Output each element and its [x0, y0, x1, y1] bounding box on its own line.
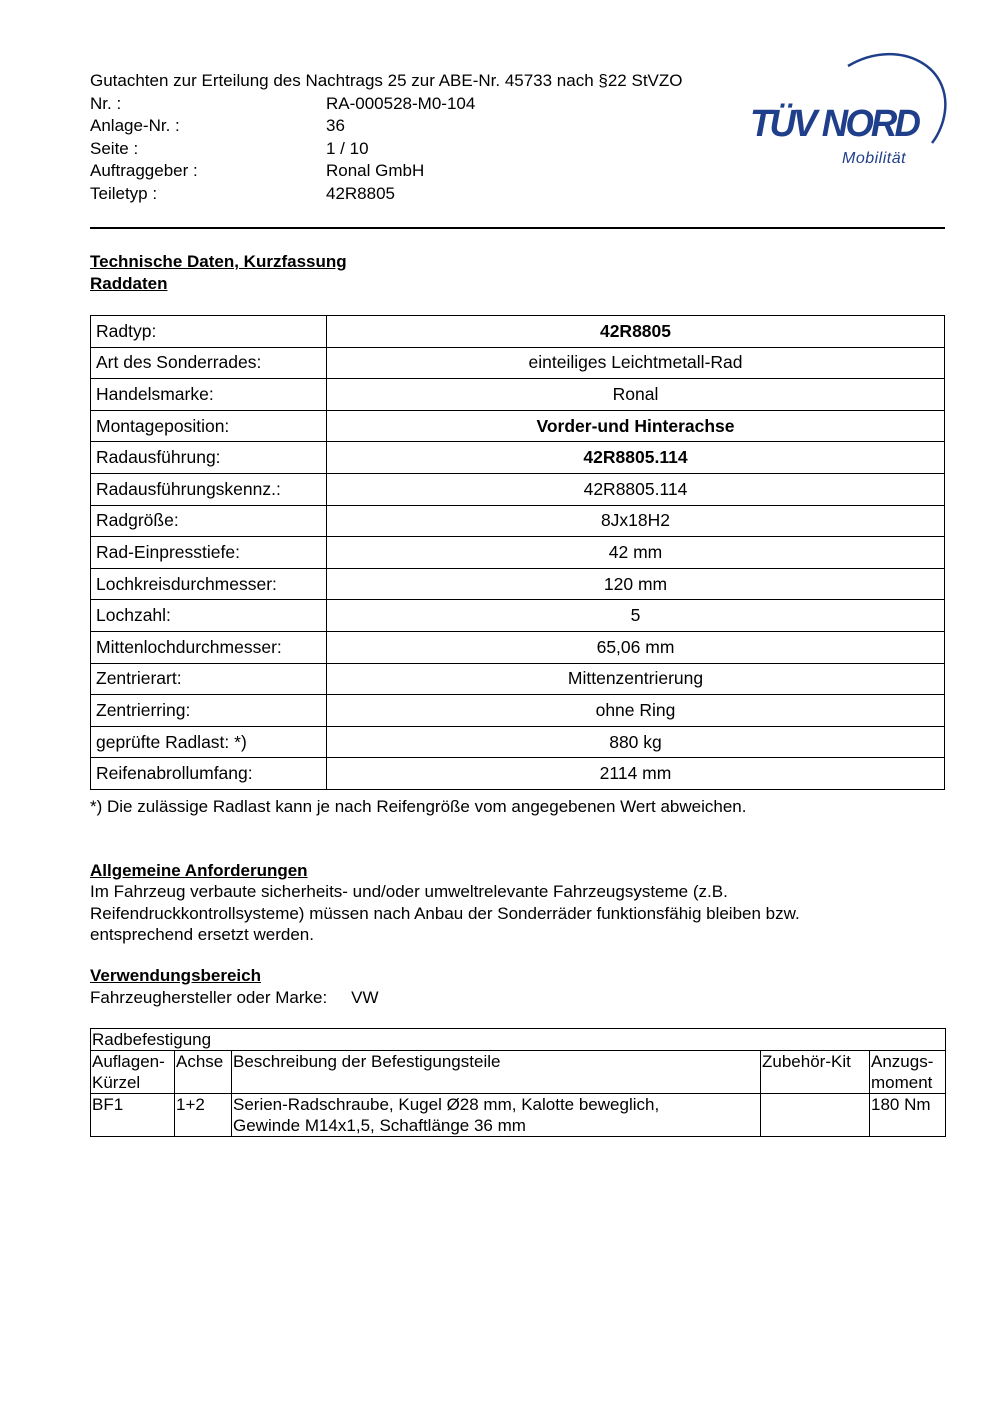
manufacturer-label: Fahrzeughersteller oder Marke: [90, 987, 328, 1007]
section-usage-scope [90, 965, 379, 1008]
paragraph-line: Im Fahrzeug verbaute sicherheits- und/oder umweltrelevante Fahrzeugsysteme (z.B. [90, 882, 728, 902]
column-header [232, 1051, 761, 1094]
beschreibung-line: Serien-Radschraube, Kugel Ø28 mm, Kalotte beweglich, [233, 1095, 660, 1114]
header-field [90, 115, 790, 138]
header-field [90, 160, 790, 183]
header-field-value: Ronal GmbH [326, 161, 425, 181]
kit-cell [761, 1094, 870, 1137]
header-field-label: Teiletyp : [90, 183, 158, 203]
table-row [91, 631, 945, 663]
row-value: 42R8805.114 [327, 442, 945, 474]
column-header-line: moment [871, 1073, 933, 1092]
raddaten-table [90, 315, 945, 790]
table-row [91, 442, 945, 474]
table-row [91, 726, 945, 758]
header-field [90, 138, 790, 161]
table-row [91, 379, 945, 411]
beschreibung-cell [232, 1094, 761, 1137]
section-heading: Allgemeine Anforderungen [90, 861, 308, 880]
header-field-label: Anlage-Nr. : [90, 116, 180, 136]
row-value: 8Jx18H2 [327, 505, 945, 537]
row-value: 2114 mm [327, 758, 945, 790]
section-subheading: Raddaten [90, 274, 168, 293]
row-value: 42R8805 [327, 316, 945, 348]
row-label: Radausführungskennz.: [91, 473, 327, 505]
section-heading: Technische Daten, Kurzfassung [90, 252, 347, 271]
row-value: Mittenzentrierung [327, 663, 945, 695]
column-header [761, 1051, 870, 1094]
logo-sub-text: Mobilität [842, 150, 907, 167]
row-label: Mittenlochdurchmesser: [91, 631, 327, 663]
row-label: Lochkreisdurchmesser: [91, 568, 327, 600]
row-value: 120 mm [327, 568, 945, 600]
row-label: Art des Sonderrades: [91, 347, 327, 379]
column-header-line: Auflagen- [92, 1052, 165, 1071]
table-row [91, 537, 945, 569]
header-field-value: RA-000528-M0-104 [326, 93, 476, 113]
column-header-line: Zubehör-Kit [762, 1052, 851, 1071]
table-row [91, 473, 945, 505]
column-header [870, 1051, 946, 1094]
paragraph-line: Reifendruckkontrollsysteme) müssen nach Anbau der Sonderräder funktionsfähig bleiben bzw. [90, 903, 800, 923]
section-heading: Verwendungsbereich [90, 966, 261, 985]
row-value: 5 [327, 600, 945, 632]
row-label: Zentrierart: [91, 663, 327, 695]
column-header-line: Kürzel [92, 1073, 141, 1092]
radbefestigung-table [90, 1028, 946, 1137]
table-row [91, 1094, 946, 1137]
row-label: Lochzahl: [91, 600, 327, 632]
column-header-line: Achse [176, 1052, 224, 1071]
row-value: 42 mm [327, 537, 945, 569]
row-label: Handelsmarke: [91, 379, 327, 411]
row-label: Zentrierring: [91, 695, 327, 727]
row-label: Rad-Einpresstiefe: [91, 537, 327, 569]
column-header-line: Beschreibung der Befestigungsteile [233, 1052, 501, 1071]
section-general-requirements [90, 860, 950, 945]
row-value: einteiliges Leichtmetall-Rad [327, 347, 945, 379]
row-label: Reifenabrollumfang: [91, 758, 327, 790]
row-label: geprüfte Radlast: *) [91, 726, 327, 758]
document-title: Gutachten zur Erteilung des Nachtrags 25 zur ABE-Nr. 45733 nach §22 StVZO [90, 71, 683, 90]
row-value: Ronal [327, 379, 945, 411]
row-label: Montageposition: [91, 410, 327, 442]
moment-cell: 180 Nm [870, 1094, 946, 1137]
table-row [91, 663, 945, 695]
header-divider [90, 227, 945, 229]
column-header [175, 1051, 232, 1094]
table-row [91, 568, 945, 600]
table-row [91, 695, 945, 727]
table-row [91, 758, 945, 790]
achse-cell: 1+2 [175, 1094, 232, 1137]
header-field-value: 36 [326, 116, 345, 136]
header-field [90, 93, 790, 116]
row-value: Vorder-und Hinterachse [327, 410, 945, 442]
header-field-label: Auftraggeber : [90, 161, 198, 181]
row-value: 42R8805.114 [327, 473, 945, 505]
column-header-line: Anzugs- [871, 1052, 934, 1071]
table-row [91, 316, 945, 348]
header-field-label: Nr. : [90, 93, 122, 113]
column-header [91, 1051, 175, 1094]
header-field [90, 183, 790, 206]
beschreibung-line: Gewinde M14x1,5, Schaftlänge 36 mm [233, 1116, 526, 1135]
table-header-row [91, 1051, 946, 1094]
table-row [91, 347, 945, 379]
table-row [91, 505, 945, 537]
manufacturer-line [90, 987, 379, 1009]
row-label: Radgröße: [91, 505, 327, 537]
header-field-value: 1 / 10 [326, 138, 369, 158]
table-title: Radbefestigung [91, 1029, 946, 1051]
kuerzel-cell: BF1 [91, 1094, 175, 1137]
manufacturer-value: VW [351, 987, 379, 1007]
row-label: Radtyp: [91, 316, 327, 348]
table-title-row [91, 1029, 946, 1051]
logo-brand-text: TÜV NORD [750, 103, 925, 145]
header-field-label: Seite : [90, 138, 139, 158]
row-label: Radausführung: [91, 442, 327, 474]
document-header [90, 70, 790, 206]
table-row [91, 410, 945, 442]
footnote: *) Die zulässige Radlast kann je nach Reifengröße vom angegebenen Wert abweichen. [90, 797, 747, 816]
row-value: 65,06 mm [327, 631, 945, 663]
paragraph-line: entsprechend ersetzt werden. [90, 924, 314, 944]
header-field-value: 42R8805 [326, 183, 396, 203]
row-value: 880 kg [327, 726, 945, 758]
tuv-nord-logo [748, 46, 948, 176]
row-value: ohne Ring [327, 695, 945, 727]
section-technical-data [90, 251, 347, 295]
table-row [91, 600, 945, 632]
